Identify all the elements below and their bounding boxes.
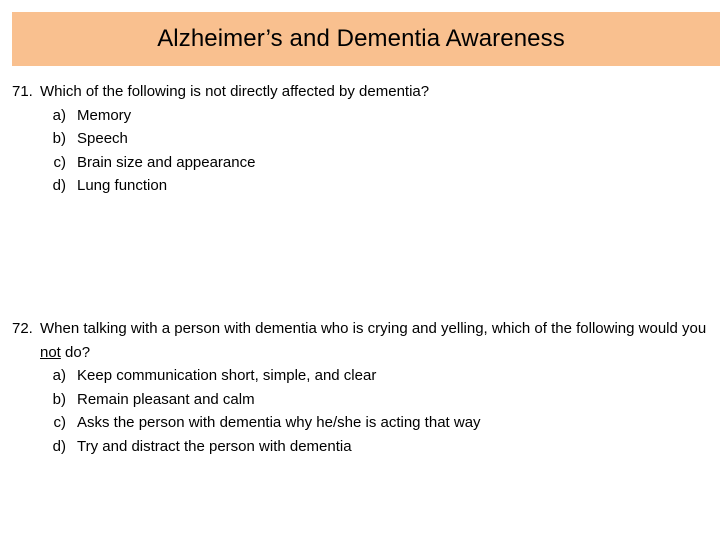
option-letter: c) — [53, 153, 66, 171]
question-text: When talking with a person with dementia who is crying and yelling, which of the following would you — [40, 320, 707, 337]
question-71 — [12, 80, 712, 198]
answer-options — [12, 104, 712, 198]
option-text: Try and distract the person with dementia — [77, 437, 352, 455]
answer-options — [12, 364, 712, 458]
option-letter: d) — [52, 437, 66, 455]
question-number: 72. — [12, 320, 33, 337]
option-text: Lung function — [77, 177, 168, 194]
option-letter: c) — [53, 414, 66, 431]
option-letter: a) — [52, 106, 66, 124]
underlined-word: not — [40, 343, 61, 361]
question-stem — [12, 80, 712, 104]
option-letter: d) — [52, 177, 66, 194]
option-text: Memory — [77, 106, 132, 124]
option-d — [12, 174, 712, 198]
page-title: Alzheimer’s and Dementia Awareness — [157, 25, 565, 52]
option-letter: b) — [52, 390, 66, 408]
question-text: Which of the following is not directly affected by dementia? — [40, 83, 430, 100]
option-text: Asks the person with dementia why he/she is acting that way — [77, 414, 481, 431]
option-c — [12, 411, 712, 435]
option-c — [12, 151, 712, 175]
option-letter: b) — [52, 130, 66, 147]
option-a — [12, 104, 712, 128]
option-b — [12, 388, 712, 412]
option-text: Speech — [77, 130, 128, 147]
question-text-end: do? — [60, 343, 91, 361]
option-text: Remain pleasant and calm — [77, 390, 255, 408]
question-72 — [12, 317, 712, 458]
option-text: Brain size and appearance — [77, 153, 256, 171]
option-a — [12, 364, 712, 388]
question-stem — [12, 317, 712, 364]
question-number: 71. — [12, 83, 33, 100]
option-d — [12, 435, 712, 459]
option-b — [12, 127, 712, 151]
title-banner — [12, 12, 720, 66]
option-letter: a) — [52, 367, 66, 384]
option-text: Keep communication short, simple, and clear — [77, 367, 377, 384]
